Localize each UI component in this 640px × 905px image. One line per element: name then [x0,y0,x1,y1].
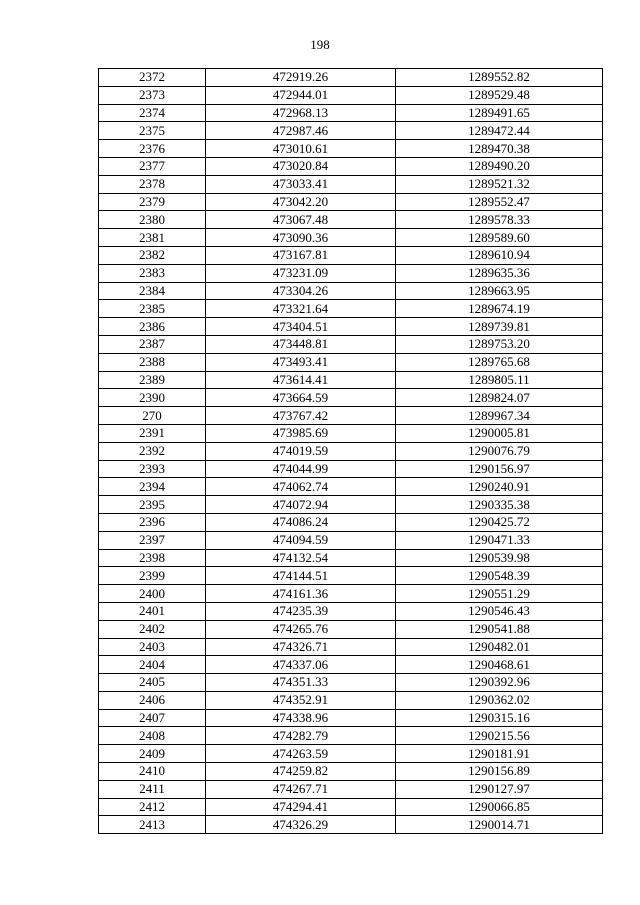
x-coordinate-cell: 474267.71 [206,780,396,798]
y-coordinate-cell: 1290548.39 [396,567,603,585]
y-coordinate-cell: 1289552.47 [396,193,603,211]
table-row [99,193,603,211]
table-row [99,318,603,336]
point-number-cell: 2384 [99,282,206,300]
table-row [99,442,603,460]
point-number-cell: 2405 [99,674,206,692]
y-coordinate-cell: 1290156.89 [396,763,603,781]
table-row [99,674,603,692]
x-coordinate-cell: 473167.81 [206,246,396,264]
table-row [99,798,603,816]
point-number-cell: 2372 [99,69,206,87]
x-coordinate-cell: 474086.24 [206,513,396,531]
table-row [99,86,603,104]
point-number-cell: 2406 [99,691,206,709]
coordinates-table-body [99,69,603,834]
y-coordinate-cell: 1290471.33 [396,531,603,549]
point-number-cell: 2393 [99,460,206,478]
x-coordinate-cell: 473321.64 [206,300,396,318]
table-row [99,531,603,549]
point-number-cell: 2376 [99,140,206,158]
x-coordinate-cell: 474263.59 [206,745,396,763]
y-coordinate-cell: 1289529.48 [396,86,603,104]
x-coordinate-cell: 473493.41 [206,353,396,371]
point-number-cell: 2410 [99,763,206,781]
x-coordinate-cell: 473010.61 [206,140,396,158]
y-coordinate-cell: 1289491.65 [396,104,603,122]
table-row [99,335,603,353]
table-row [99,140,603,158]
point-number-cell: 2400 [99,585,206,603]
y-coordinate-cell: 1290335.38 [396,496,603,514]
y-coordinate-cell: 1289663.95 [396,282,603,300]
y-coordinate-cell: 1289805.11 [396,371,603,389]
y-coordinate-cell: 1290551.29 [396,585,603,603]
x-coordinate-cell: 473448.81 [206,335,396,353]
point-number-cell: 2379 [99,193,206,211]
table-row [99,407,603,425]
x-coordinate-cell: 473664.59 [206,389,396,407]
x-coordinate-cell: 474235.39 [206,602,396,620]
y-coordinate-cell: 1290005.81 [396,424,603,442]
x-coordinate-cell: 474072.94 [206,496,396,514]
x-coordinate-cell: 474337.06 [206,656,396,674]
y-coordinate-cell: 1290546.43 [396,602,603,620]
table-row [99,353,603,371]
table-row [99,656,603,674]
y-coordinate-cell: 1290482.01 [396,638,603,656]
table-row [99,780,603,798]
point-number-cell: 2397 [99,531,206,549]
point-number-cell: 2390 [99,389,206,407]
point-number-cell: 2407 [99,709,206,727]
page-number: 198 [310,37,330,52]
y-coordinate-cell: 1290468.61 [396,656,603,674]
table-row [99,229,603,247]
x-coordinate-cell: 474352.91 [206,691,396,709]
point-number-cell: 2411 [99,780,206,798]
x-coordinate-cell: 474326.71 [206,638,396,656]
x-coordinate-cell: 472944.01 [206,86,396,104]
point-number-cell: 2396 [99,513,206,531]
y-coordinate-cell: 1290392.96 [396,674,603,692]
x-coordinate-cell: 474094.59 [206,531,396,549]
point-number-cell: 2395 [99,496,206,514]
table-row [99,389,603,407]
table-row [99,513,603,531]
table-row [99,602,603,620]
x-coordinate-cell: 474282.79 [206,727,396,745]
point-number-cell: 2402 [99,620,206,638]
table-row [99,424,603,442]
x-coordinate-cell: 473404.51 [206,318,396,336]
x-coordinate-cell: 474019.59 [206,442,396,460]
table-row [99,478,603,496]
x-coordinate-cell: 474351.33 [206,674,396,692]
table-row [99,371,603,389]
table-row [99,567,603,585]
y-coordinate-cell: 1289552.82 [396,69,603,87]
table-row [99,620,603,638]
table-row [99,691,603,709]
point-number-cell: 2377 [99,157,206,175]
x-coordinate-cell: 473985.69 [206,424,396,442]
x-coordinate-cell: 473042.20 [206,193,396,211]
x-coordinate-cell: 472987.46 [206,122,396,140]
point-number-cell: 2374 [99,104,206,122]
point-number-cell: 2391 [99,424,206,442]
y-coordinate-cell: 1290076.79 [396,442,603,460]
x-coordinate-cell: 472968.13 [206,104,396,122]
x-coordinate-cell: 474161.36 [206,585,396,603]
point-number-cell: 2392 [99,442,206,460]
x-coordinate-cell: 473231.09 [206,264,396,282]
table-row [99,549,603,567]
table-row [99,157,603,175]
y-coordinate-cell: 1290181.91 [396,745,603,763]
x-coordinate-cell: 473614.41 [206,371,396,389]
x-coordinate-cell: 474338.96 [206,709,396,727]
x-coordinate-cell: 474259.82 [206,763,396,781]
x-coordinate-cell: 473304.26 [206,282,396,300]
x-coordinate-cell: 474144.51 [206,567,396,585]
y-coordinate-cell: 1289967.34 [396,407,603,425]
point-number-cell: 2399 [99,567,206,585]
point-number-cell: 2404 [99,656,206,674]
point-number-cell: 2381 [99,229,206,247]
x-coordinate-cell: 474294.41 [206,798,396,816]
x-coordinate-cell: 474132.54 [206,549,396,567]
y-coordinate-cell: 1290240.91 [396,478,603,496]
x-coordinate-cell: 473067.48 [206,211,396,229]
table-row [99,460,603,478]
point-number-cell: 2394 [99,478,206,496]
table-row [99,496,603,514]
point-number-cell: 2388 [99,353,206,371]
table-row [99,104,603,122]
y-coordinate-cell: 1289674.19 [396,300,603,318]
point-number-cell: 2386 [99,318,206,336]
x-coordinate-cell: 474044.99 [206,460,396,478]
y-coordinate-cell: 1290014.71 [396,816,603,834]
table-row [99,709,603,727]
point-number-cell: 2385 [99,300,206,318]
y-coordinate-cell: 1289635.36 [396,264,603,282]
table-row [99,264,603,282]
table-row [99,211,603,229]
table-row [99,745,603,763]
point-number-cell: 2383 [99,264,206,282]
point-number-cell: 2398 [99,549,206,567]
table-row [99,585,603,603]
y-coordinate-cell: 1290127.97 [396,780,603,798]
point-number-cell: 2375 [99,122,206,140]
y-coordinate-cell: 1289610.94 [396,246,603,264]
x-coordinate-cell: 473020.84 [206,157,396,175]
y-coordinate-cell: 1289578.33 [396,211,603,229]
point-number-cell: 2412 [99,798,206,816]
point-number-cell: 2380 [99,211,206,229]
x-coordinate-cell: 474326.29 [206,816,396,834]
y-coordinate-cell: 1289472.44 [396,122,603,140]
point-number-cell: 2403 [99,638,206,656]
y-coordinate-cell: 1290156.97 [396,460,603,478]
x-coordinate-cell: 474265.76 [206,620,396,638]
point-number-cell: 2378 [99,175,206,193]
point-number-cell: 2373 [99,86,206,104]
y-coordinate-cell: 1290215.56 [396,727,603,745]
table-row [99,175,603,193]
table-row [99,122,603,140]
table-row [99,816,603,834]
y-coordinate-cell: 1289470.38 [396,140,603,158]
y-coordinate-cell: 1289765.68 [396,353,603,371]
point-number-cell: 2413 [99,816,206,834]
y-coordinate-cell: 1290315.16 [396,709,603,727]
y-coordinate-cell: 1289521.32 [396,175,603,193]
y-coordinate-cell: 1290362.02 [396,691,603,709]
point-number-cell: 2382 [99,246,206,264]
y-coordinate-cell: 1289739.81 [396,318,603,336]
point-number-cell: 2401 [99,602,206,620]
table-row [99,300,603,318]
y-coordinate-cell: 1290539.98 [396,549,603,567]
point-number-cell: 2408 [99,727,206,745]
point-number-cell: 2389 [99,371,206,389]
y-coordinate-cell: 1290541.88 [396,620,603,638]
table-row [99,246,603,264]
table-row [99,763,603,781]
point-number-cell: 2387 [99,335,206,353]
table-row [99,727,603,745]
x-coordinate-cell: 473033.41 [206,175,396,193]
x-coordinate-cell: 473767.42 [206,407,396,425]
y-coordinate-cell: 1289753.20 [396,335,603,353]
y-coordinate-cell: 1290066.85 [396,798,603,816]
point-number-cell: 270 [99,407,206,425]
table-row [99,638,603,656]
x-coordinate-cell: 473090.36 [206,229,396,247]
table-row [99,282,603,300]
table-row [99,69,603,87]
point-number-cell: 2409 [99,745,206,763]
x-coordinate-cell: 472919.26 [206,69,396,87]
x-coordinate-cell: 474062.74 [206,478,396,496]
coordinates-table [98,68,603,834]
y-coordinate-cell: 1289589.60 [396,229,603,247]
y-coordinate-cell: 1290425.72 [396,513,603,531]
y-coordinate-cell: 1289824.07 [396,389,603,407]
y-coordinate-cell: 1289490.20 [396,157,603,175]
